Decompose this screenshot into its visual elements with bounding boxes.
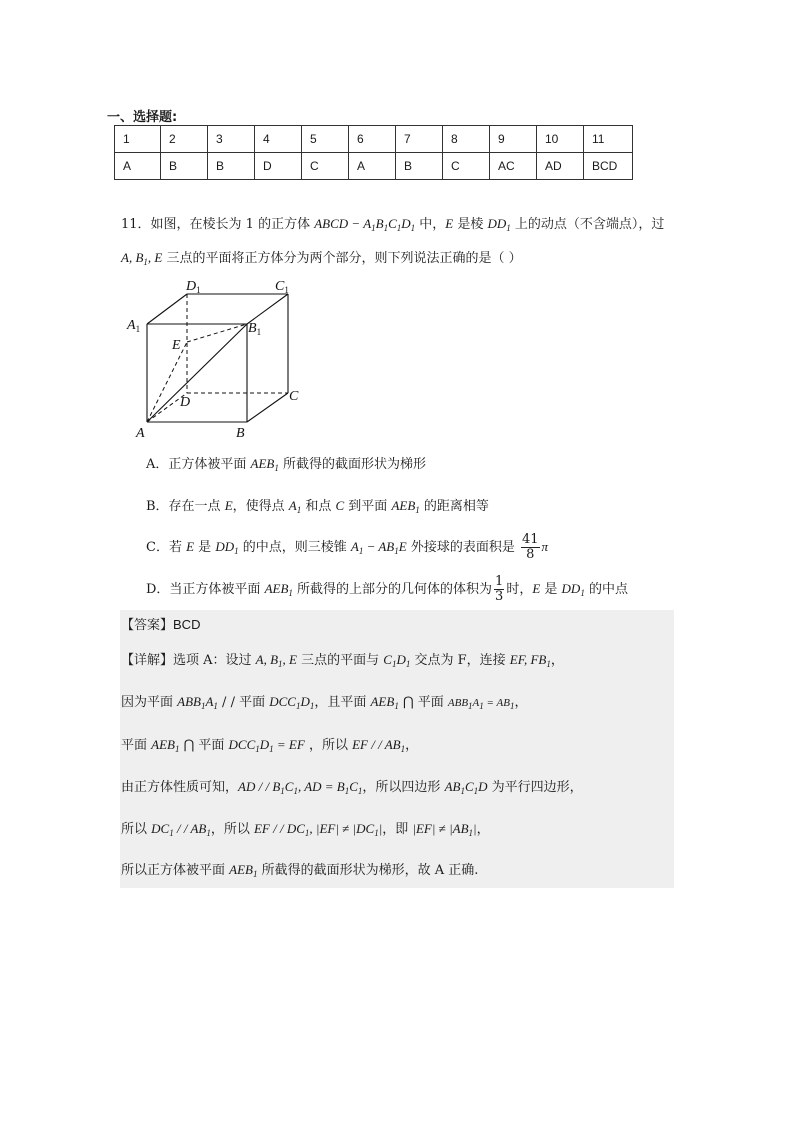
text: ⋂ 平面 <box>398 695 448 710</box>
denominator: 8 <box>526 547 535 562</box>
text: ，所以四边形 <box>362 780 445 795</box>
table-cell: B <box>396 153 443 180</box>
label-E: E <box>172 338 181 353</box>
text: ⋂ 平面 <box>179 738 229 753</box>
table-cell: AC <box>490 153 537 180</box>
label-C1: $C_1$ <box>275 279 289 295</box>
table-cell: A <box>349 153 396 180</box>
text: / / 平面 <box>217 695 270 710</box>
text: ，所以 <box>304 738 353 753</box>
fraction <box>494 575 504 604</box>
text: 三点的平面与 <box>297 653 384 668</box>
answer-label: 【答案】 <box>121 618 174 633</box>
table-cell: 5 <box>302 126 349 153</box>
text: ，即 <box>382 822 413 837</box>
text: 【详解】选项 A：设过 <box>121 653 256 668</box>
text: 所以正方体被平面 <box>121 863 230 878</box>
text: 为平行四边形， <box>487 780 583 795</box>
table-cell: 7 <box>396 126 443 153</box>
text: D．当正方体被平面 <box>146 582 265 597</box>
text: 平面 <box>121 738 152 753</box>
numerator: 1 <box>495 574 504 589</box>
solution-line-2: 因为平面 $ABB_1A_1$ / / 平面 $DCC_1D_1$，且平面 $AEB_1$ ⋂ 平面 $ABB_1A_1 = AB_1$， <box>121 694 528 711</box>
table-cell: D <box>255 153 302 180</box>
label-B: B <box>236 426 245 441</box>
text: C．若 <box>146 540 187 555</box>
solution-line-5: 所以 $DC_1$ / / $AB_1$，所以 EF / / $DC_1$, $|EF| \ne |DC_1|$，即 $|EF| \ne |AB_1|$， <box>121 821 490 838</box>
table-cell: 4 <box>255 126 302 153</box>
text: A．正方体被平面 <box>146 457 251 472</box>
text: 是 <box>194 540 216 555</box>
table-cell: 3 <box>208 126 255 153</box>
numerator: 41 <box>521 532 539 547</box>
table-cell: A <box>115 153 161 180</box>
text: 所以 <box>121 822 152 837</box>
label-D1: $D_1$ <box>186 279 201 295</box>
table-cell: 11 <box>584 126 633 153</box>
question-line-2: A, $B_1$, E 三点的平面将正方体分为两个部分，则下列说法正确的是（ ） <box>121 250 522 267</box>
table-cell: C <box>443 153 490 180</box>
text: 所截得的截面形状为梯形，故 A 正确. <box>257 863 479 878</box>
text: 交点为 F，连接 <box>410 653 510 668</box>
text: ，所以 <box>210 822 254 837</box>
fraction <box>521 533 540 562</box>
solution-line-1: 【详解】选项 A：设过 A, $B_1$, E 三点的平面与 $C_1D_1$ 交点为 F，连接 EF, $FB_1$， <box>121 652 564 669</box>
text: 11．如图，在棱长为 1 的正方体 <box>121 217 315 232</box>
text: ，且平面 <box>314 695 371 710</box>
text: 三点的平面将正方体分为两个部分，则下列说法正确的是（ ） <box>162 251 522 266</box>
text: 的距离相等 <box>419 499 489 514</box>
table-cell: B <box>208 153 255 180</box>
cube-figure <box>120 272 310 444</box>
text: 所截得的截面形状为梯形 <box>278 457 426 472</box>
answer-table-number-row <box>115 126 633 153</box>
label-C: C <box>289 389 299 404</box>
text: 因为平面 <box>121 695 178 710</box>
table-cell: 6 <box>349 126 396 153</box>
table-cell: 2 <box>161 126 208 153</box>
table-cell: B <box>161 153 208 180</box>
table-cell: C <box>302 153 349 180</box>
answer-table <box>114 125 633 180</box>
table-cell: 8 <box>443 126 490 153</box>
text: 的中点 <box>584 582 628 597</box>
table-cell: AD <box>537 153 584 180</box>
option-c: C．若 E 是 $DD_1$ 的中点，则三棱锥 $A_1 - AB_1E$ 外接球的表面积是 $\frac{41}{8}$ π <box>146 532 549 562</box>
text: 中， <box>415 217 446 232</box>
text: 时， <box>506 582 533 597</box>
text: 到平面 <box>344 499 392 514</box>
text: 是 <box>540 582 562 597</box>
text: B．存在一点 <box>146 499 225 514</box>
denominator: 3 <box>495 589 504 604</box>
section-title: 一、选择题: <box>107 110 178 125</box>
table-cell: BCD <box>584 153 633 180</box>
text: 是棱 <box>453 217 488 232</box>
text: 所截得的上部分的几何体的体积为 <box>292 582 493 597</box>
text: 外接球的表面积是 <box>406 540 519 555</box>
option-b: B．存在一点 E，使得点 $A_1$ 和点 C 到平面 $AEB_1$ 的距离相等 <box>146 498 489 515</box>
answer-value: BCD <box>173 617 201 632</box>
label-B1: $B_1$ <box>248 321 262 337</box>
text: 的中点，则三棱锥 <box>238 540 351 555</box>
text: 上的动点（不含端点），过 <box>510 217 665 232</box>
label-A1: $A_1$ <box>127 318 141 334</box>
table-cell: 1 <box>115 126 161 153</box>
table-cell: 10 <box>537 126 584 153</box>
text: ，使得点 <box>232 499 289 514</box>
solution-line-4: 由正方体性质可知，AD / / $B_1C_1$, AD = $B_1C_1$，所以四边形 $AB_1C_1D$ 为平行四边形， <box>121 779 583 796</box>
option-d: D．当正方体被平面 $AEB_1$ 所截得的上部分的几何体的体积为 $\frac{1}{3}$ 时，E 是 $DD_1$ 的中点 <box>146 574 628 604</box>
label-A: A <box>136 426 145 441</box>
solution-line-6: 所以正方体被平面 $AEB_1$ 所截得的截面形状为梯形，故 A 正确. <box>121 862 479 879</box>
answer-line <box>121 615 200 636</box>
pi-symbol: π <box>541 539 549 554</box>
option-a: A．正方体被平面 $AEB_1$ 所截得的截面形状为梯形 <box>146 456 426 473</box>
text: 由正方体性质可知， <box>121 780 239 795</box>
solution-line-3: 平面 $AEB_1$ ⋂ 平面 $DCC_1D_1$ = EF ，所以 EF / / $AB_1$， <box>121 737 419 754</box>
text: 和点 <box>301 499 336 514</box>
table-cell: 9 <box>490 126 537 153</box>
answer-table-answer-row <box>115 153 633 180</box>
question-line-1: 11．如图，在棱长为 1 的正方体 ABCD − $A_1B_1C_1D_1$ 中，E 是棱 $DD_1$ 上的动点（不含端点），过 <box>121 216 665 233</box>
label-D: D <box>180 395 191 410</box>
